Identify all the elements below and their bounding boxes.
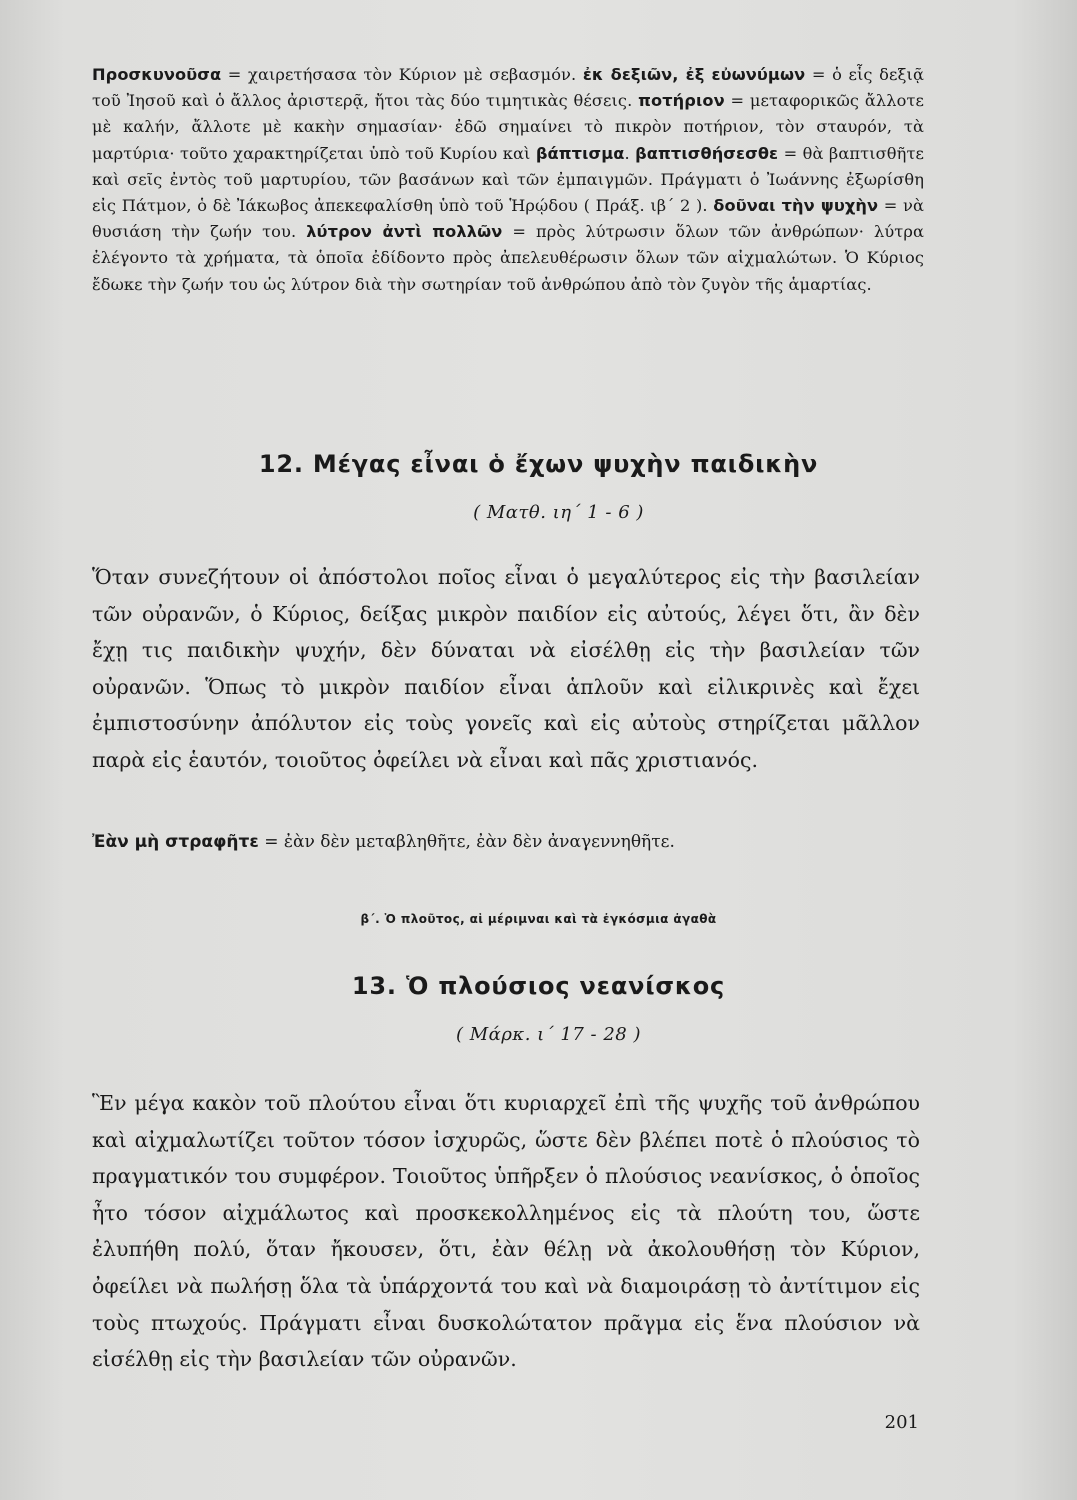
note-term: Ἐὰν μὴ στραφῆτε (92, 832, 259, 852)
gloss-definition: = χαιρετήσασα τὸν Κύριον μὲ σεβασμόν. (221, 65, 583, 84)
gloss-definition: = πρὸς λύτρωσιν ὅλων τῶν ἀνθρώπων· λύτρα ἐλέγοντο τὰ χρήματα, τὰ ὁποῖα ἐδίδοντο πρὸς ἀπελευθέρωσιν ὅλων τῶν αἰχμαλώτων. Ὁ Κύριος ἔδωκε τὴν ζωήν του ὡς λύτρον διὰ τὴν σωτηρίαν τοῦ ἀνθρώπου ἀπὸ τὸν ζυγὸν τῆς ἁμαρτίας. (92, 222, 924, 294)
page-number: 201 (884, 1412, 919, 1433)
section-12-note (92, 828, 920, 856)
gloss-term: βάπτισμα (535, 143, 625, 163)
section-13-reference: ( Μάρκ. ι΄ 17 - 28 ) (455, 1024, 642, 1045)
gloss-definition: . (624, 143, 636, 163)
gloss-definition: = μεταφορικῶς ἄλλοτε μὲ καλήν, ἄλλοτε μὲ κακὴν σημασίαν· ἐδῶ σημαίνει τὸ πικρὸν ποτήριον, τὸν σταυρόν, τὰ μαρτύρια· τοῦτο χαρακτηρίζεται ὑπὸ τοῦ Κυρίου καὶ (92, 91, 924, 163)
section-13-body (92, 1085, 920, 1378)
gloss-term: ἐκ δεξιῶν, ἐξ εὐωνύμων (582, 65, 806, 84)
subsection-heading: β΄. Ὁ πλοῦτος, αἱ μέριμναι καὶ τὰ ἐγκόσμια ἀγαθὰ (360, 912, 717, 926)
section-12-reference: ( Ματθ. ιη΄ 1 - 6 ) (473, 502, 644, 523)
gloss-term: ποτήριον (638, 91, 725, 111)
section-13-paragraph: Ἓν μέγα κακὸν τοῦ πλούτου εἶναι ὅτι κυριαρχεῖ ἐπὶ τῆς ψυχῆς τοῦ ἀνθρώπου καὶ αἰχμαλωτίζει τοῦτον τόσον ἰσχυρῶς, ὥστε δὲν βλέπει ποτὲ ὁ πλούσιος τὸ πραγματικόν του συμφέρον. Τοιοῦτος ὑπῆρξεν ὁ πλούσιος νεανίσκος, ὁ ὁποῖος ἦτο τόσον αἰχμάλωτος καὶ προσκεκολλημένος εἰς τὰ πλούτη του, ὥστε ἐλυπήθη πολύ, ὅταν ἤκουσεν, ὅτι, ἐὰν θέλῃ νὰ ἀκολουθήσῃ τὸν Κύριον, ὀφείλει νὰ πωλήσῃ ὅλα τὰ ὑπάρχοντά του καὶ νὰ διαμοιράσῃ τὸ ἀντίτιμον εἰς τοὺς πτωχούς. Πράγματι εἶναι δυσκολώτατον πρᾶγμα εἰς ἕνα πλούσιον νὰ εἰσέλθῃ εἰς τὴν βασιλείαν τῶν οὐρανῶν. (92, 1091, 920, 1372)
gloss-definition: = νὰ θυσιάση τὴν ζωήν του. (92, 196, 924, 242)
glossary-paragraph (92, 62, 924, 298)
section-12-paragraph: Ὅταν συνεζήτουν οἱ ἀπόστολοι ποῖος εἶναι ὁ μεγαλύτερος εἰς τὴν βασιλείαν τῶν οὐρανῶν, ὁ Κύριος, δείξας μικρὸν παιδίον εἰς αὐτούς, λέγει ὅτι, ἂν δὲν ἔχῃ τις παιδικὴν ψυχήν, δὲν δύναται νὰ εἰσέλθῃ εἰς τὴν βασιλείαν τῶν οὐρανῶν. Ὅπως τὸ μικρὸν παιδίον εἶναι ἁπλοῦν καὶ εἰλικρινὲς καὶ ἔχει ἐμπιστοσύνην ἀπόλυτον εἰς τοὺς γονεῖς καὶ εἰς αὐτοὺς στηρίζεται μᾶλλον παρὰ εἰς ἑαυτόν, τοιοῦτος ὀφείλει νὰ εἶναι καὶ πᾶς χριστιανός. (92, 565, 920, 772)
section-12-title: 12. Μέγας εἶναι ὁ ἔχων ψυχὴν παιδικὴν (258, 450, 819, 478)
gloss-term: δοῦναι τὴν ψυχὴν (713, 196, 879, 216)
gloss-term: Προσκυνοῦσα (92, 65, 222, 84)
gloss-term: βαπτισθήσεσθε (635, 143, 779, 163)
section-12-body (92, 559, 920, 779)
gloss-definition: = θὰ βαπτισθῆτε καὶ σεῖς ἐντὸς τοῦ μαρτυρίου, τῶν βασάνων καὶ τῶν ἐμπαιγμῶν. Πράγματι ὁ Ἰωάννης ἐξωρίσθη εἰς Πάτμον, ὁ δὲ Ἰάκωβος ἀπεκεφαλίσθη ὑπὸ τοῦ Ἡρῴδου ( Πράξ. ιβ΄ 2 ). (92, 143, 924, 216)
section-13-title: 13. Ὁ πλούσιος νεανίσκος (351, 972, 726, 1000)
gloss-definition: = ὁ εἷς δεξιᾷ τοῦ Ἰησοῦ καὶ ὁ ἄλλος ἀριστερᾷ, ἤτοι τὰς δύο τιμητικὰς θέσεις. (92, 65, 925, 111)
note-definition: = ἐὰν δὲν μεταβληθῆτε, ἐὰν δὲν ἀναγεννηθῆτε. (258, 832, 675, 852)
gloss-term: λύτρον ἀντὶ πολλῶν (306, 222, 503, 242)
